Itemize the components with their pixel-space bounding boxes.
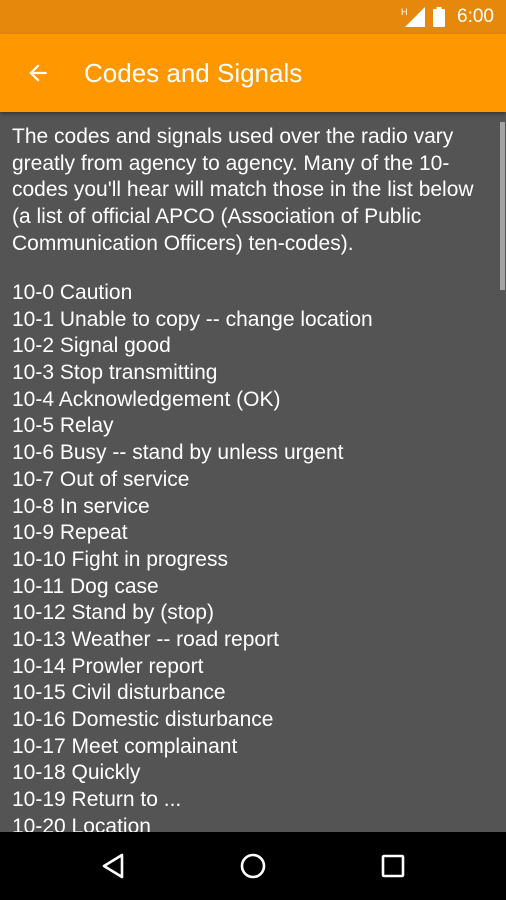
list-item: 10-5 Relay — [12, 414, 114, 438]
list-item: 10-9 Repeat — [12, 521, 128, 545]
list-item: 10-6 Busy -- stand by unless urgent — [12, 441, 344, 465]
intro-paragraph: The codes and signals used over the radio vary greatly from agency to agency. Many of the 10-codes you'll hear will match those in the list below (a list of official APCO (Association of Public Communication Officers) ten-codes). — [12, 125, 474, 255]
list-item: 10-1 Unable to copy -- change location — [12, 307, 373, 331]
status-time: 6:00 — [457, 6, 494, 27]
list-item: 10-20 Location — [12, 814, 151, 832]
list-item: 10-17 Meet complainant — [12, 734, 238, 758]
network-type-label: H — [401, 7, 408, 17]
nav-recents-button[interactable] — [369, 842, 417, 890]
list-item: 10-19 Return to ... — [12, 788, 182, 812]
list-item: 10-18 Quickly — [12, 761, 141, 785]
list-item: 10-12 Stand by (stop) — [12, 601, 214, 625]
list-item: 10-2 Signal good — [12, 334, 171, 358]
nav-home-button[interactable] — [229, 842, 277, 890]
codes-content[interactable] — [0, 112, 506, 832]
list-item: 10-0 Caution — [12, 281, 133, 304]
arrow-back-icon — [25, 60, 51, 86]
page-title: Codes and Signals — [84, 58, 303, 88]
list-item: 10-4 Acknowledgement (OK) — [12, 387, 281, 411]
list-item: 10-3 Stop transmitting — [12, 361, 218, 385]
nav-back-button[interactable] — [89, 842, 137, 890]
list-item: 10-13 Weather -- road report — [12, 627, 279, 651]
back-button[interactable] — [14, 49, 62, 97]
list-item: 10-16 Domestic disturbance — [12, 708, 274, 731]
app-bar — [0, 34, 506, 112]
recents-square-icon — [381, 854, 405, 878]
home-circle-icon — [239, 852, 267, 880]
code-list — [12, 280, 373, 832]
list-item: 10-10 Fight in progress — [12, 547, 228, 571]
signal-icon — [401, 7, 425, 27]
navigation-bar — [0, 832, 506, 900]
list-item: 10-14 Prowler report — [12, 654, 204, 678]
back-triangle-icon — [100, 852, 126, 880]
list-item: 10-8 In service — [12, 494, 150, 518]
status-bar — [0, 0, 506, 34]
list-item: 10-11 Dog case — [12, 574, 159, 598]
scrollbar-thumb[interactable] — [500, 122, 505, 290]
status-icons — [401, 0, 494, 34]
list-item: 10-15 Civil disturbance — [12, 681, 226, 705]
battery-icon — [433, 7, 445, 27]
list-item: 10-7 Out of service — [12, 467, 190, 491]
